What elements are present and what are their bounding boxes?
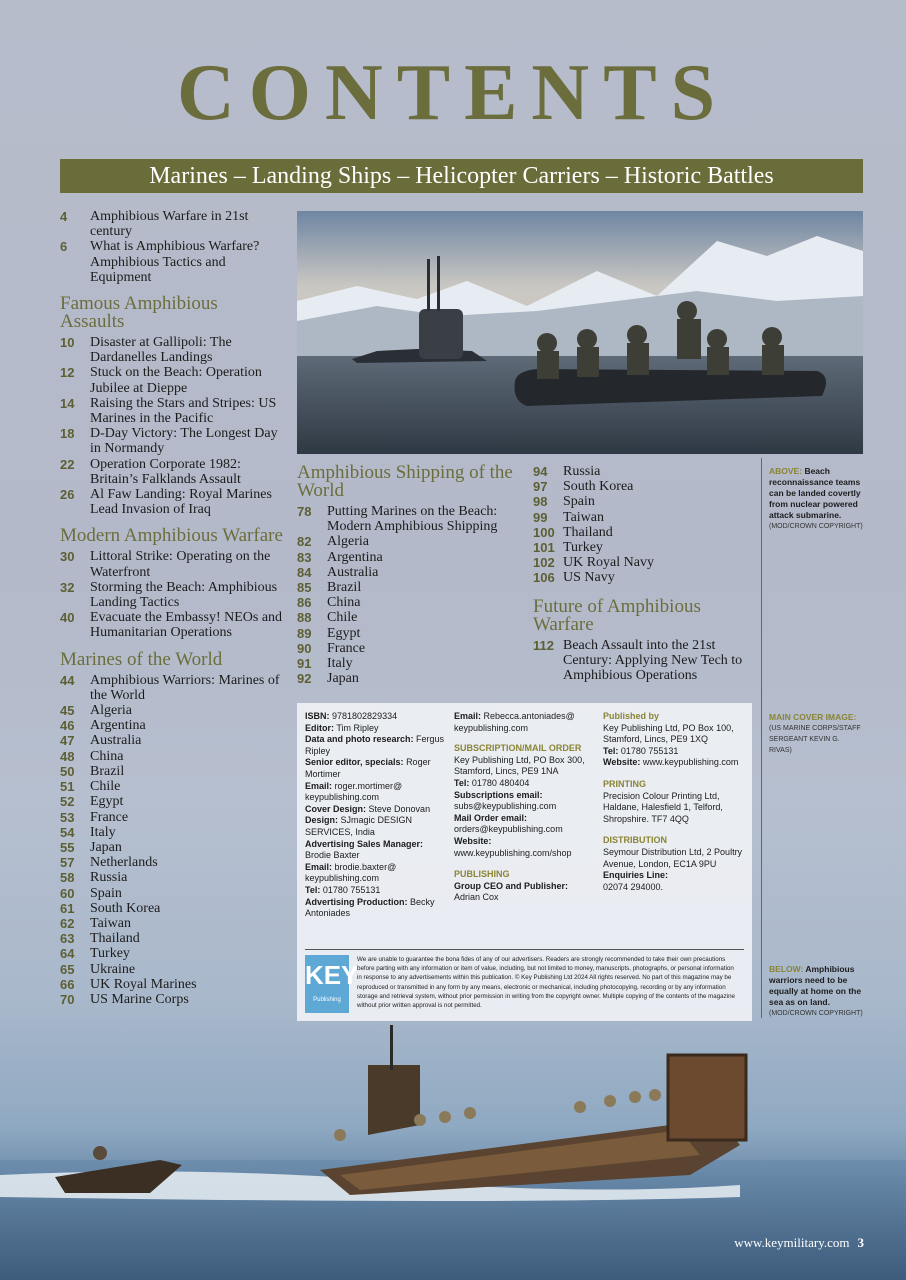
page-number: 32 <box>60 579 75 595</box>
toc-column-2 <box>297 464 527 686</box>
toc-entry[interactable] <box>60 794 285 809</box>
page-number: 85 <box>297 580 312 596</box>
page-number: 50 <box>60 763 75 779</box>
key-publishing-logo <box>305 955 359 1013</box>
enquiries-number: 02074 294000. <box>603 881 664 892</box>
entry-title: Japan <box>327 671 359 687</box>
page-number: 51 <box>60 779 75 795</box>
printing-address: Precision Colour Printing Ltd, Haldane, Halesfield 1, Telford, Shropshire. TF7 4QQ <box>603 790 723 824</box>
subscription-heading: SUBSCRIPTION/MAIL ORDER <box>454 743 582 754</box>
entry-title: Disaster at Gallipoli: The Dardanelles Landings <box>90 335 232 366</box>
toc-entry[interactable] <box>297 534 527 549</box>
toc-entry[interactable] <box>60 779 285 794</box>
toc-entry[interactable] <box>60 673 285 703</box>
printing-heading: PRINTING <box>603 778 647 789</box>
page-number: 55 <box>60 839 75 855</box>
caption-below <box>769 964 864 1019</box>
credit-label: ISBN: <box>305 711 330 721</box>
page-number: 61 <box>60 900 75 916</box>
section-heading-famous: Famous Amphibious Assaults <box>60 293 218 333</box>
published-address: Key Publishing Ltd, PO Box 100, Stamford, Lincs, PE9 1XQ <box>603 722 734 745</box>
entry-title: Al Faw Landing: Royal Marines Lead Invasion of Iraq <box>90 487 272 518</box>
page-number: 106 <box>533 570 555 586</box>
entry-title: Argentina <box>327 549 383 565</box>
entry-title: China <box>327 595 361 611</box>
credit-label: Editor: <box>305 722 334 733</box>
website-label: Website: <box>603 757 641 768</box>
toc-entry[interactable] <box>60 209 285 239</box>
toc-entry[interactable] <box>60 610 285 640</box>
entry-title: South Korea <box>90 900 161 916</box>
entry-title: Taiwan <box>563 509 605 525</box>
modern-list <box>60 549 285 640</box>
email-label: Email: <box>454 711 482 721</box>
credit-value: 01780 755131 <box>322 884 381 895</box>
publishing-heading: PUBLISHING <box>454 869 510 880</box>
mail-order-email[interactable]: orders@keypublishing.com <box>454 824 563 835</box>
entry-title: Australia <box>327 564 379 580</box>
section-heading-shipping: Amphibious Shipping of the World <box>297 462 513 501</box>
published-by-heading: Published by <box>603 711 660 721</box>
website-label: Website: <box>454 835 492 846</box>
publisher-role: Group CEO and Publisher: <box>454 880 569 891</box>
toc-entry[interactable] <box>297 580 527 595</box>
page-number: 14 <box>60 395 75 411</box>
toc-entry[interactable] <box>533 638 763 684</box>
tel-label: Tel: <box>603 745 619 756</box>
page-number: 65 <box>60 961 75 977</box>
mail-order-label: Mail Order email: <box>454 812 528 823</box>
toc-entry[interactable] <box>297 610 527 625</box>
toc-entry[interactable] <box>533 464 763 479</box>
page-number: 22 <box>60 456 75 472</box>
entry-title: Taiwan <box>90 915 132 931</box>
toc-entry[interactable] <box>533 510 763 525</box>
entry-title: France <box>90 809 129 825</box>
credit-value: Steve Donovan <box>368 803 431 814</box>
page-number: 52 <box>60 794 75 810</box>
caption-text: Amphibious warriors need to be equally at home on the sea as on land. <box>769 964 862 1007</box>
page-number: 12 <box>60 365 75 381</box>
toc-entry[interactable] <box>533 555 763 570</box>
entry-title: Chile <box>327 610 358 626</box>
caption-above <box>769 466 864 532</box>
page-footer <box>734 1235 864 1251</box>
entry-title: Amphibious Warriors: Marines of the World <box>90 672 280 703</box>
toc-entry[interactable] <box>60 825 285 840</box>
toc-entry[interactable] <box>60 916 285 931</box>
page-number: 86 <box>297 595 312 611</box>
page-number: 92 <box>297 671 312 687</box>
page-number: 90 <box>297 640 312 656</box>
page-number: 60 <box>60 885 75 901</box>
entry-title: Chile <box>90 779 121 795</box>
credits-column-2 <box>454 711 599 904</box>
page-number: 4 <box>60 209 68 224</box>
credit-value: Tim Ripley <box>336 722 379 733</box>
credit-label: Senior editor, specials: <box>305 757 404 768</box>
entry-title: France <box>327 640 366 656</box>
toc-entry[interactable] <box>60 580 285 610</box>
page-number: 53 <box>60 809 75 825</box>
tel-value: 01780 755131 <box>620 745 679 756</box>
entry-title: Amphibious Warfare in 21st century <box>90 209 249 240</box>
credit-label: Advertising Sales Manager: <box>305 838 424 849</box>
toc-entry[interactable] <box>297 595 527 610</box>
logo-text: KEY <box>305 960 359 990</box>
page-number: 70 <box>60 991 75 1007</box>
toc-entry[interactable] <box>533 479 763 494</box>
toc-entry[interactable] <box>60 396 285 426</box>
credits-divider <box>305 949 744 950</box>
credit-value: Fergus Ripley <box>305 734 445 756</box>
toc-column-3 <box>533 464 763 683</box>
page-number: 46 <box>60 718 75 734</box>
credit-line <box>305 757 450 780</box>
page-title: CONTENTS <box>176 49 730 137</box>
publisher-name: Adrian Cox <box>454 892 499 903</box>
entry-title: South Korea <box>563 479 634 495</box>
toc-entry[interactable] <box>533 570 763 585</box>
page-number: 47 <box>60 733 75 749</box>
page-number: 48 <box>60 748 75 764</box>
credit-label: Design: <box>305 815 339 826</box>
entry-title: China <box>90 748 124 764</box>
subscriptions-email[interactable]: subs@keypublishing.com <box>454 801 557 812</box>
credit-label: Data and photo research: <box>305 734 414 745</box>
credit-line <box>305 839 450 862</box>
credit-value: roger.mortimer@ keypublishing.com <box>305 780 403 803</box>
entry-title: Egypt <box>327 625 361 641</box>
toc-entry[interactable] <box>60 886 285 901</box>
page-number: 44 <box>60 672 75 688</box>
entry-title: Italy <box>90 824 116 840</box>
credit-label: Email: <box>305 780 333 791</box>
page-number: 3 <box>857 1235 864 1250</box>
entry-title: D-Day Victory: The Longest Day in Normandy <box>90 426 278 457</box>
page-number: 101 <box>533 540 555 556</box>
toc-entry[interactable] <box>297 671 527 686</box>
toc-entry[interactable] <box>297 656 527 671</box>
entry-title: US Navy <box>563 570 615 586</box>
page-number: 66 <box>60 976 75 992</box>
entry-title: Storming the Beach: Amphibious Landing Tactics <box>90 579 278 611</box>
page-number: 40 <box>60 610 75 626</box>
credit-label: Tel: <box>305 884 321 895</box>
entry-title: Egypt <box>90 794 124 810</box>
page-number: 84 <box>297 564 312 580</box>
caption-credit: (MOD/CROWN COPYRIGHT) <box>769 523 863 530</box>
subtitle-banner: Marines – Landing Ships – Helicopter Carriers – Historic Battles <box>60 159 863 193</box>
page-number: 10 <box>60 335 75 351</box>
caption-lead: MAIN COVER IMAGE: <box>769 712 857 722</box>
credit-label: Advertising Production: <box>305 896 408 907</box>
section-heading-marines: Marines of the World <box>60 648 223 670</box>
toc-entry[interactable] <box>60 549 285 579</box>
entry-title: Brazil <box>327 580 362 596</box>
subscriptions-email-label: Subscriptions email: <box>454 789 543 800</box>
footer-website[interactable]: www.keymilitary.com <box>734 1235 850 1250</box>
entry-title: Russia <box>563 464 601 479</box>
entry-title: Australia <box>90 733 142 749</box>
credit-line <box>305 723 450 735</box>
page-number: 112 <box>533 637 554 653</box>
caption-cover <box>769 712 864 756</box>
page-number: 45 <box>60 703 75 719</box>
toc-entry[interactable] <box>297 504 527 534</box>
credit-value: Becky Antoniades <box>305 896 435 919</box>
caption-credit: (MOD/CROWN COPYRIGHT) <box>769 1010 863 1017</box>
credit-value: Brodie Baxter <box>305 850 360 861</box>
entry-title: Spain <box>90 885 122 901</box>
toc-entry[interactable] <box>297 626 527 641</box>
entry-title: What is Amphibious Warfare? Amphibious Tactics and Equipment <box>90 239 260 285</box>
entry-title: Netherlands <box>90 855 158 871</box>
page-number: 6 <box>60 239 68 255</box>
entry-title: UK Royal Navy <box>563 555 654 571</box>
credit-label: Cover Design: <box>305 803 367 814</box>
distribution-heading: DISTRIBUTION <box>603 835 667 846</box>
toc-entry[interactable] <box>533 494 763 509</box>
page-number: 91 <box>297 656 312 672</box>
distribution-address: Seymour Distribution Ltd, 2 Poultry Avenue, London, EC1A 9PU <box>603 846 743 869</box>
caption-text: Beach reconnaissance teams can be landed covertly from nuclear powered attack submarine. <box>769 466 861 520</box>
entry-title: Russia <box>90 870 128 886</box>
toc-entry[interactable] <box>60 870 285 885</box>
credit-line <box>305 804 450 816</box>
entry-title: Brazil <box>90 763 125 779</box>
section-heading-modern: Modern Amphibious Warfare <box>60 525 283 547</box>
toc-entry[interactable] <box>60 365 285 395</box>
entry-title: Japan <box>90 839 122 855</box>
marines-list <box>60 673 285 1007</box>
toc-entry[interactable] <box>60 977 285 992</box>
credit-line <box>305 734 450 757</box>
credit-label: Email: <box>305 861 333 872</box>
credits-column-3 <box>603 711 748 893</box>
caption-lead: BELOW: <box>769 964 804 974</box>
website-link[interactable]: www.keypublishing.com/shop <box>454 847 572 858</box>
entry-title: Algeria <box>90 703 132 719</box>
entry-title: Operation Corporate 1982: Britain’s Falklands Assault <box>90 456 241 487</box>
toc-entry[interactable] <box>60 487 285 517</box>
entry-title: Putting Marines on the Beach: Modern Amphibious Shipping <box>327 504 498 535</box>
entry-title: Raising the Stars and Stripes: US Marines in the Pacific <box>90 395 277 427</box>
entry-title: Spain <box>563 494 595 510</box>
toc-entry[interactable] <box>60 764 285 779</box>
caption-divider <box>761 458 762 1018</box>
page-number: 102 <box>533 555 555 571</box>
toc-entry[interactable] <box>533 540 763 555</box>
credits-column-1 <box>305 711 450 920</box>
toc-entry[interactable] <box>60 718 285 733</box>
toc-entry[interactable] <box>60 840 285 855</box>
famous-list <box>60 335 285 517</box>
toc-entry[interactable] <box>60 855 285 870</box>
credit-line <box>305 711 450 723</box>
entry-title: US Marine Corps <box>90 991 189 1007</box>
tel-value: 01780 480404 <box>471 777 530 788</box>
toc-entry[interactable] <box>60 335 285 365</box>
page-number: 64 <box>60 946 75 962</box>
entry-title: Italy <box>327 656 353 672</box>
subscription-address: Key Publishing Ltd, PO Box 300, Stamford, Lincs, PE9 1NA <box>454 754 585 777</box>
page-number: 82 <box>297 534 312 550</box>
toc-entry[interactable] <box>60 962 285 977</box>
credit-line <box>305 885 450 897</box>
page-number: 63 <box>60 931 75 947</box>
page-number: 62 <box>60 915 75 931</box>
website-link[interactable]: www.keypublishing.com <box>642 757 739 768</box>
entry-title: Beach Assault into the 21st Century: Applying New Tech to Amphibious Operations <box>563 637 743 684</box>
toc-entry[interactable] <box>60 749 285 764</box>
credit-value: Roger Mortimer <box>305 757 431 779</box>
entry-title: Ukraine <box>90 961 136 977</box>
logo-subtext: Publishing <box>313 997 341 1003</box>
page-number: 26 <box>60 487 75 503</box>
submarine-photo-illustration <box>297 211 863 454</box>
caption-credit: (US MARINE CORPS/STAFF SERGEANT KEVIN G. RIVAS) <box>769 725 861 754</box>
toc-entry[interactable] <box>60 457 285 487</box>
toc-column-1 <box>60 209 285 1007</box>
entry-title: Algeria <box>327 534 369 550</box>
page-number: 94 <box>533 464 548 479</box>
entry-title: Evacuate the Embassy! NEOs and Humanitarian Operations <box>90 610 283 641</box>
caption-lead: ABOVE: <box>769 466 803 476</box>
future-list <box>533 638 763 684</box>
page-number: 30 <box>60 549 75 565</box>
credit-line <box>305 862 450 885</box>
page-number: 88 <box>297 610 312 626</box>
toc-entry[interactable] <box>60 733 285 748</box>
entry-title: Stuck on the Beach: Operation Jubilee at Dieppe <box>90 365 262 396</box>
toc-entry[interactable] <box>297 641 527 656</box>
credit-line <box>305 815 450 838</box>
entry-title: Turkey <box>563 540 603 556</box>
entry-title: UK Royal Marines <box>90 976 197 992</box>
toc-entry[interactable] <box>533 525 763 540</box>
toc-entry[interactable] <box>60 239 285 285</box>
enquiries-label: Enquiries Line: <box>603 870 669 881</box>
page-number: 54 <box>60 824 75 840</box>
credit-line <box>305 897 450 920</box>
toc-entry[interactable] <box>60 992 285 1007</box>
entry-title: Turkey <box>90 946 130 962</box>
email-value[interactable]: Rebecca.antoniades@ keypublishing.com <box>454 711 575 733</box>
toc-entry[interactable] <box>60 703 285 718</box>
shipping-list <box>297 504 527 686</box>
entry-title: Littoral Strike: Operating on the Waterfront <box>90 549 271 580</box>
page-number: 78 <box>297 504 312 519</box>
credits-box <box>297 703 752 1021</box>
page-number: 100 <box>533 524 555 540</box>
page-number: 89 <box>297 625 312 641</box>
page-number: 97 <box>533 479 548 495</box>
credit-value: SJmagic DESIGN SERVICES, India <box>305 815 413 837</box>
page-number: 58 <box>60 870 75 886</box>
page-number: 83 <box>297 549 312 565</box>
page-number: 18 <box>60 426 75 442</box>
page-number: 99 <box>533 509 548 525</box>
disclaimer-text: We are unable to guarantee the bona fides of any of our advertisers. Readers are strongly recommended to take their own precautions before parting with any information or item of value, including, but not limited to money, manuscripts, photographs, or personal information in response to any advertisements within this publication. © Key Publishing Ltd 2024 All rights reserved. No part of this magazine may be reproduced or transmitted in any form by any means, electronic or mechanical, including photocopying, recording or by any information storage and retrieval system, without prior permission in writing from the copyright owner. Multiple copying of the contents of the magazine without prior written approval is not permitted. <box>357 956 735 1010</box>
submarine-photo <box>297 211 863 454</box>
toc-entry[interactable] <box>60 931 285 946</box>
entry-title: Thailand <box>90 931 140 947</box>
section-heading-future: Future of Amphibious Warfare <box>533 595 701 635</box>
page-number: 98 <box>533 494 548 510</box>
page-number: 57 <box>60 855 75 871</box>
credit-value: brodie.baxter@ keypublishing.com <box>305 861 397 884</box>
toc-entry[interactable] <box>60 946 285 961</box>
tel-label: Tel: <box>454 777 470 788</box>
entry-title: Thailand <box>563 524 613 540</box>
toc-entry[interactable] <box>60 426 285 456</box>
toc-entry[interactable] <box>297 550 527 565</box>
toc-entry[interactable] <box>60 810 285 825</box>
shipping-continued-list <box>533 464 763 586</box>
credit-value: 9781802829334 <box>332 711 398 721</box>
toc-entry[interactable] <box>60 901 285 916</box>
credit-line <box>305 781 450 804</box>
toc-entry[interactable] <box>297 565 527 580</box>
entry-title: Argentina <box>90 718 146 734</box>
